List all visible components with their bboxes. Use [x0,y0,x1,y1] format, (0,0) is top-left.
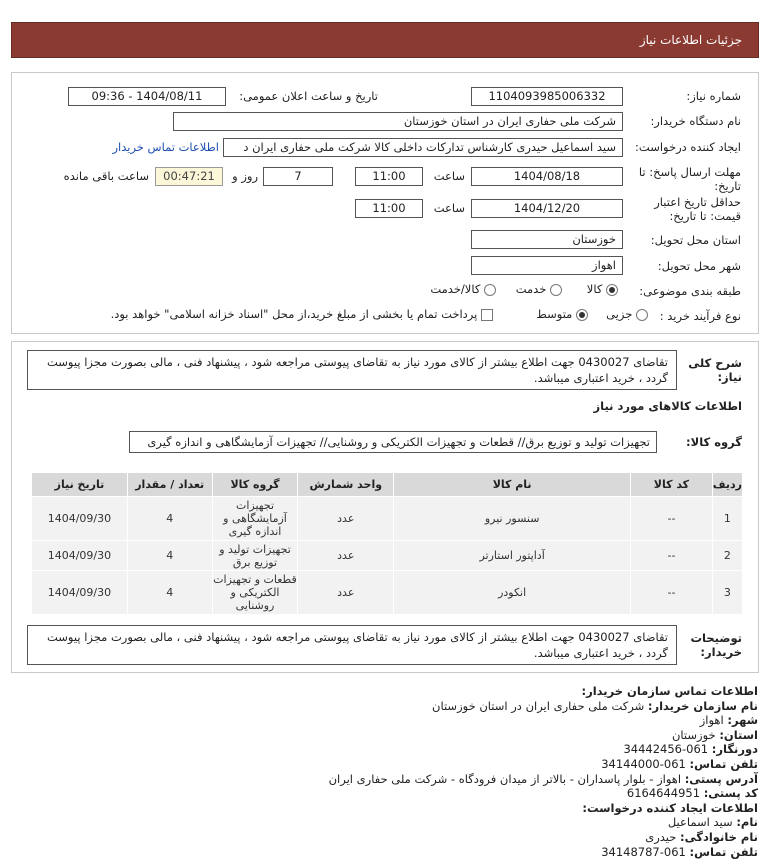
days-remaining-field: 7 [263,167,333,186]
remaining-time-field: 00:47:21 [155,167,223,186]
cell-row: 2 [712,541,742,571]
contact-section [12,684,758,859]
validity-date-field[interactable]: 1404/12/20 [471,199,623,218]
goods-group-field: تجهیزات تولید و توزیع برق// قطعات و تجهیزات الکتریکی و روشنایی// تجهیزات آزمایشگاهی و اندازه گیری [129,431,657,453]
category-option-goods-service[interactable]: کالا/خدمت [430,282,496,296]
contact-province-row: استان: خوزستان [671,727,758,742]
category-option-goods[interactable]: کالا [587,282,618,296]
validity-time-field[interactable]: 11:00 [355,199,423,218]
summary-text: تقاضای 0430027 جهت اطلاع بیشتر از کالای مورد نیاز به تقاضای پیوستی مراجعه شود ، پیشنهاد فنی ، مالی بصورت مجزا پیوست گردد ، خرید اعتباری میباشد. [27,350,677,390]
radio-icon[interactable] [550,284,562,296]
buyer-notes-label-2: خریدار: [700,645,742,659]
cell-group: تجهیزات آزمایشگاهی و اندازه گیری [212,497,298,541]
process-label: نوع فرآیند خرید : [659,309,741,323]
deadline-date-field[interactable]: 1404/08/18 [471,167,623,186]
announce-date-label: تاریخ و ساعت اعلان عمومی: [239,89,378,103]
cell-qty: 4 [127,541,212,571]
cell-group: قطعات و تجهیزات الکتریکی و روشنایی [212,571,298,615]
summary-label-2: نیاز: [717,370,742,384]
process-option-medium[interactable]: متوسط [536,307,588,321]
table-row [32,541,743,571]
table-row [32,571,743,615]
creator-name-row: نام: سید اسماعیل [667,815,758,830]
province-label: استان محل تحویل: [650,233,741,247]
cell-group: تجهیزات تولید و توزیع برق [212,541,298,571]
items-panel [11,341,759,673]
cell-unit: عدد [298,541,394,571]
validity-label: حداقل تاریخ اعتبار [654,195,741,209]
cell-date: 1404/09/30 [32,497,128,541]
radio-selected-icon[interactable] [576,309,588,321]
cell-qty: 4 [127,497,212,541]
city-label: شهر محل تحویل: [657,259,741,273]
col-name: نام کالا [394,473,631,497]
cell-row: 3 [712,571,742,615]
process-option-minor[interactable]: جزیی [606,307,648,321]
radio-icon[interactable] [636,309,648,321]
contact-postal-row: کد پستی: 6164644951 [626,786,758,801]
col-row: ردیف [712,473,742,497]
need-details-panel [11,72,759,334]
col-qty: تعداد / مقدار [127,473,212,497]
days-label: روز و [232,169,258,183]
city-field[interactable]: اهواز [471,256,623,275]
cell-name: انکودر [394,571,631,615]
category-label: طبقه بندی موضوعی: [639,284,741,298]
contact-title: اطلاعات تماس سازمان خریدار: [581,684,758,698]
category-option-service[interactable]: خدمت [516,282,562,296]
checkbox-icon[interactable] [481,309,493,321]
buyer-contact-link[interactable]: اطلاعات تماس خریدار [112,140,219,154]
cell-unit: عدد [298,571,394,615]
deadline-time-field[interactable]: 11:00 [355,167,423,186]
deadline-time-label: ساعت [433,169,465,183]
validity-label-date: قیمت: تا تاریخ: [669,209,741,223]
creator-phone-row: تلفن تماس: 061-34148787 [601,844,758,859]
remaining-time-label: ساعت باقی مانده [63,169,149,183]
contact-address-row: آدرس پستی: اهواز - بلوار پاسداران - بالاتر از میدان فرودگاه - شرکت ملی حفاری ایران [328,771,758,786]
col-date: تاریخ نیاز [32,473,128,497]
col-unit: واحد شمارش [298,473,394,497]
buyer-org-label: نام دستگاه خریدار: [650,114,741,128]
buyer-org-field[interactable]: شرکت ملی حفاری ایران در استان خوزستان [173,112,623,131]
table-header-row [32,473,743,497]
contact-org-row: نام سازمان خریدار: شرکت ملی حفاری ایران در استان خوزستان [432,698,758,713]
page-header [11,22,759,58]
buyer-notes-text: تقاضای 0430027 جهت اطلاع بیشتر از کالای مورد نیاز به تقاضای پیوستی مراجعه شود ، پیشنهاد فنی ، مالی بصورت مجزا پیوست گردد ، خرید اعتباری میباشد. [27,625,677,665]
cell-code: -- [631,541,713,571]
need-number-label: شماره نیاز: [686,89,741,103]
payment-note[interactable]: پرداخت تمام یا بخشی از مبلغ خرید،از محل "اسناد خزانه اسلامی" خواهد بود. [111,307,493,321]
cell-qty: 4 [127,571,212,615]
deadline-label: مهلت ارسال پاسخ: تا [638,165,741,179]
cell-date: 1404/09/30 [32,541,128,571]
need-number-field[interactable]: 1104093985006332 [471,87,623,106]
items-table [31,472,743,615]
contact-fax-row: دورنگار: 061-34442456 [623,742,758,757]
buyer-notes-label: توضیحات [690,631,742,645]
table-row [32,497,743,541]
creator-field[interactable]: سید اسماعیل حیدری کارشناس تدارکات داخلی کالا شرکت ملی حفاری ایران د [223,138,623,157]
announce-date-field[interactable]: 1404/08/11 - 09:36 [68,87,226,106]
page-title: جزئیات اطلاعات نیاز [639,33,742,47]
province-field[interactable]: خوزستان [471,230,623,249]
goods-group-label: گروه کالا: [686,435,742,449]
radio-selected-icon[interactable] [606,284,618,296]
col-code: کد کالا [631,473,713,497]
cell-date: 1404/09/30 [32,571,128,615]
cell-name: سنسور نیرو [394,497,631,541]
goods-info-title: اطلاعات کالاهای مورد نیاز [593,399,742,413]
cell-unit: عدد [298,497,394,541]
validity-time-label: ساعت [433,201,465,215]
summary-label: شرح کلی [688,356,742,370]
cell-name: آداپتور استارتر [394,541,631,571]
contact-city-row: شهر: اهواز [699,713,758,728]
creator-info-title: اطلاعات ایجاد کننده درخواست: [582,800,758,815]
cell-row: 1 [712,497,742,541]
cell-code: -- [631,571,713,615]
contact-phone-row: تلفن تماس: 061-34144000 [601,756,758,771]
radio-icon[interactable] [484,284,496,296]
cell-code: -- [631,497,713,541]
creator-family-row: نام خانوادگی: حیدری [645,829,758,844]
deadline-label-date: تاریخ: [714,179,741,193]
creator-label: ایجاد کننده درخواست: [635,140,741,154]
col-group: گروه کالا [212,473,298,497]
